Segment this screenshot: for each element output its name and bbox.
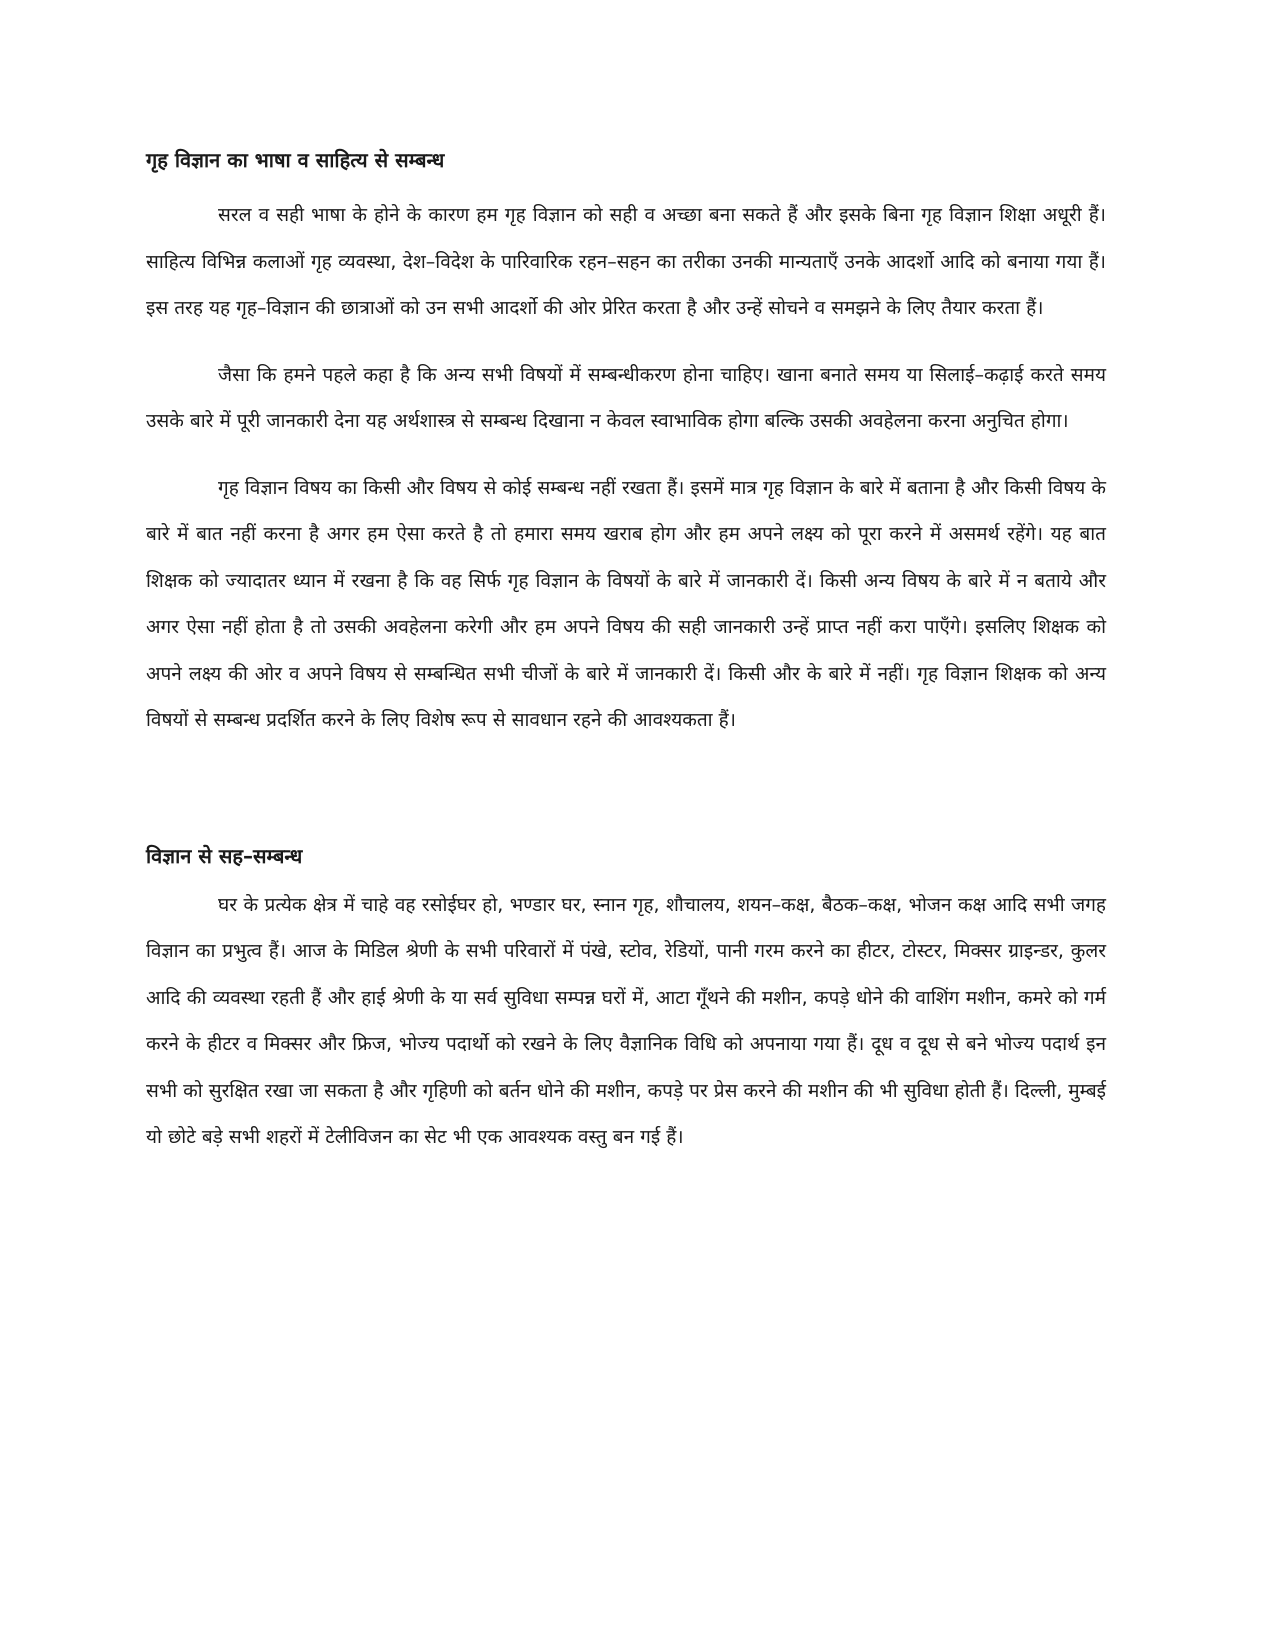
section-heading-language-literature: गृह विज्ञान का भाषा व साहित्य से सम्बन्ध	[146, 148, 445, 172]
paragraph: घर के प्रत्येक क्षेत्र में चाहे वह रसोईघर हो, भण्डार घर, स्नान गृह, शौचालय, शयन–कक्ष, बैठक–कक्ष, भोजन कक्ष आदि सभी जगह विज्ञान का प्रभुत्व हैं। आज के मिडिल श्रेणी के सभी परिवारों में पंखे, स्टोव, रेडियों, पानी गरम करने का हीटर, टोस्टर, मिक्सर ग्राइन्डर, कुलर आदि की व्यवस्था रहती हैं और हाई श्रेणी के या सर्व सुविधा सम्पन्न घरों में, आटा गूँथने की मशीन, कपड़े धोने की वाशिंग मशीन, कमरे को गर्म करने के हीटर व मिक्सर और फ्रिज, भोज्य पदार्थो को रखने के लिए वैज्ञानिक विधि को अपनाया गया हैं। दूध व दूध से बने भोज्य पदार्थ इन सभी को सुरक्षित रखा जा सकता है और गृहिणी को बर्तन धोने की मशीन, कपड़े पर प्रेस करने की मशीन की भी सुविधा होती हैं। दिल्ली, मुम्बई यो छोटे बड़े सभी शहरों में टेलीविजन का सेट भी एक आवश्यक वस्तु बन गई हैं।	[146, 893, 1106, 1148]
document-page	[146, 138, 1106, 1161]
section-heading-science: विज्ञान से सह–सम्बन्ध	[146, 843, 303, 868]
paragraph: सरल व सही भाषा के होने के कारण हम गृह विज्ञान को सही व अच्छा बना सकते हैं और इसके बिना गृह विज्ञान शिक्षा अधूरी हैं। साहित्य विभिन्न कलाओं गृह व्यवस्था, देश–विदेश के पारिवारिक रहन–सहन का तरीका उनकी मान्यताएँ उनके आदर्शो आदि को बनाया गया हैं। इस तरह यह गृह–विज्ञान की छात्राओं को उन सभी आदर्शो की ओर प्रेरित करता है और उन्हें सोचने व समझने के लिए तैयार करता हैं।	[146, 204, 1106, 319]
paragraph: जैसा कि हमने पहले कहा है कि अन्य सभी विषयों में सम्बन्धीकरण होना चाहिए। खाना बनाते समय या सिलाई–कढ़ाई करते समय उसके बारे में पूरी जानकारी देना यह अर्थशास्त्र से सम्बन्ध दिखाना न केवल स्वाभाविक होगा बल्कि उसकी अवहेलना करना अनुचित होगा।	[146, 363, 1106, 432]
paragraph: गृह विज्ञान विषय का किसी और विषय से कोई सम्बन्ध नहीं रखता हैं। इसमें मात्र गृह विज्ञान के बारे में बताना है और किसी विषय के बारे में बात नहीं करना है अगर हम ऐसा करते है तो हमारा समय खराब होग और हम अपने लक्ष्य को पूरा करने में असमर्थ रहेंगे। यह बात शिक्षक को ज्यादातर ध्यान में रखना है कि वह सिर्फ गृह विज्ञान के विषयों के बारे में जानकारी दें। किसी अन्य विषय के बारे में न बताये और अगर ऐसा नहीं होता है तो उसकी अवहेलना करेगी और हम अपने विषय की सही जानकारी उन्हें प्राप्त नहीं करा पाएँगे। इसलिए शिक्षक को अपने लक्ष्य की ओर व अपने विषय से सम्बन्धित सभी चीजों के बारे में जानकारी दें। किसी और के बारे में नहीं। गृह विज्ञान शिक्षक को अन्य विषयों से सम्बन्ध प्रदर्शित करने के लिए विशेष रूप से सावधान रहने की आवश्यकता हैं।	[146, 476, 1106, 731]
